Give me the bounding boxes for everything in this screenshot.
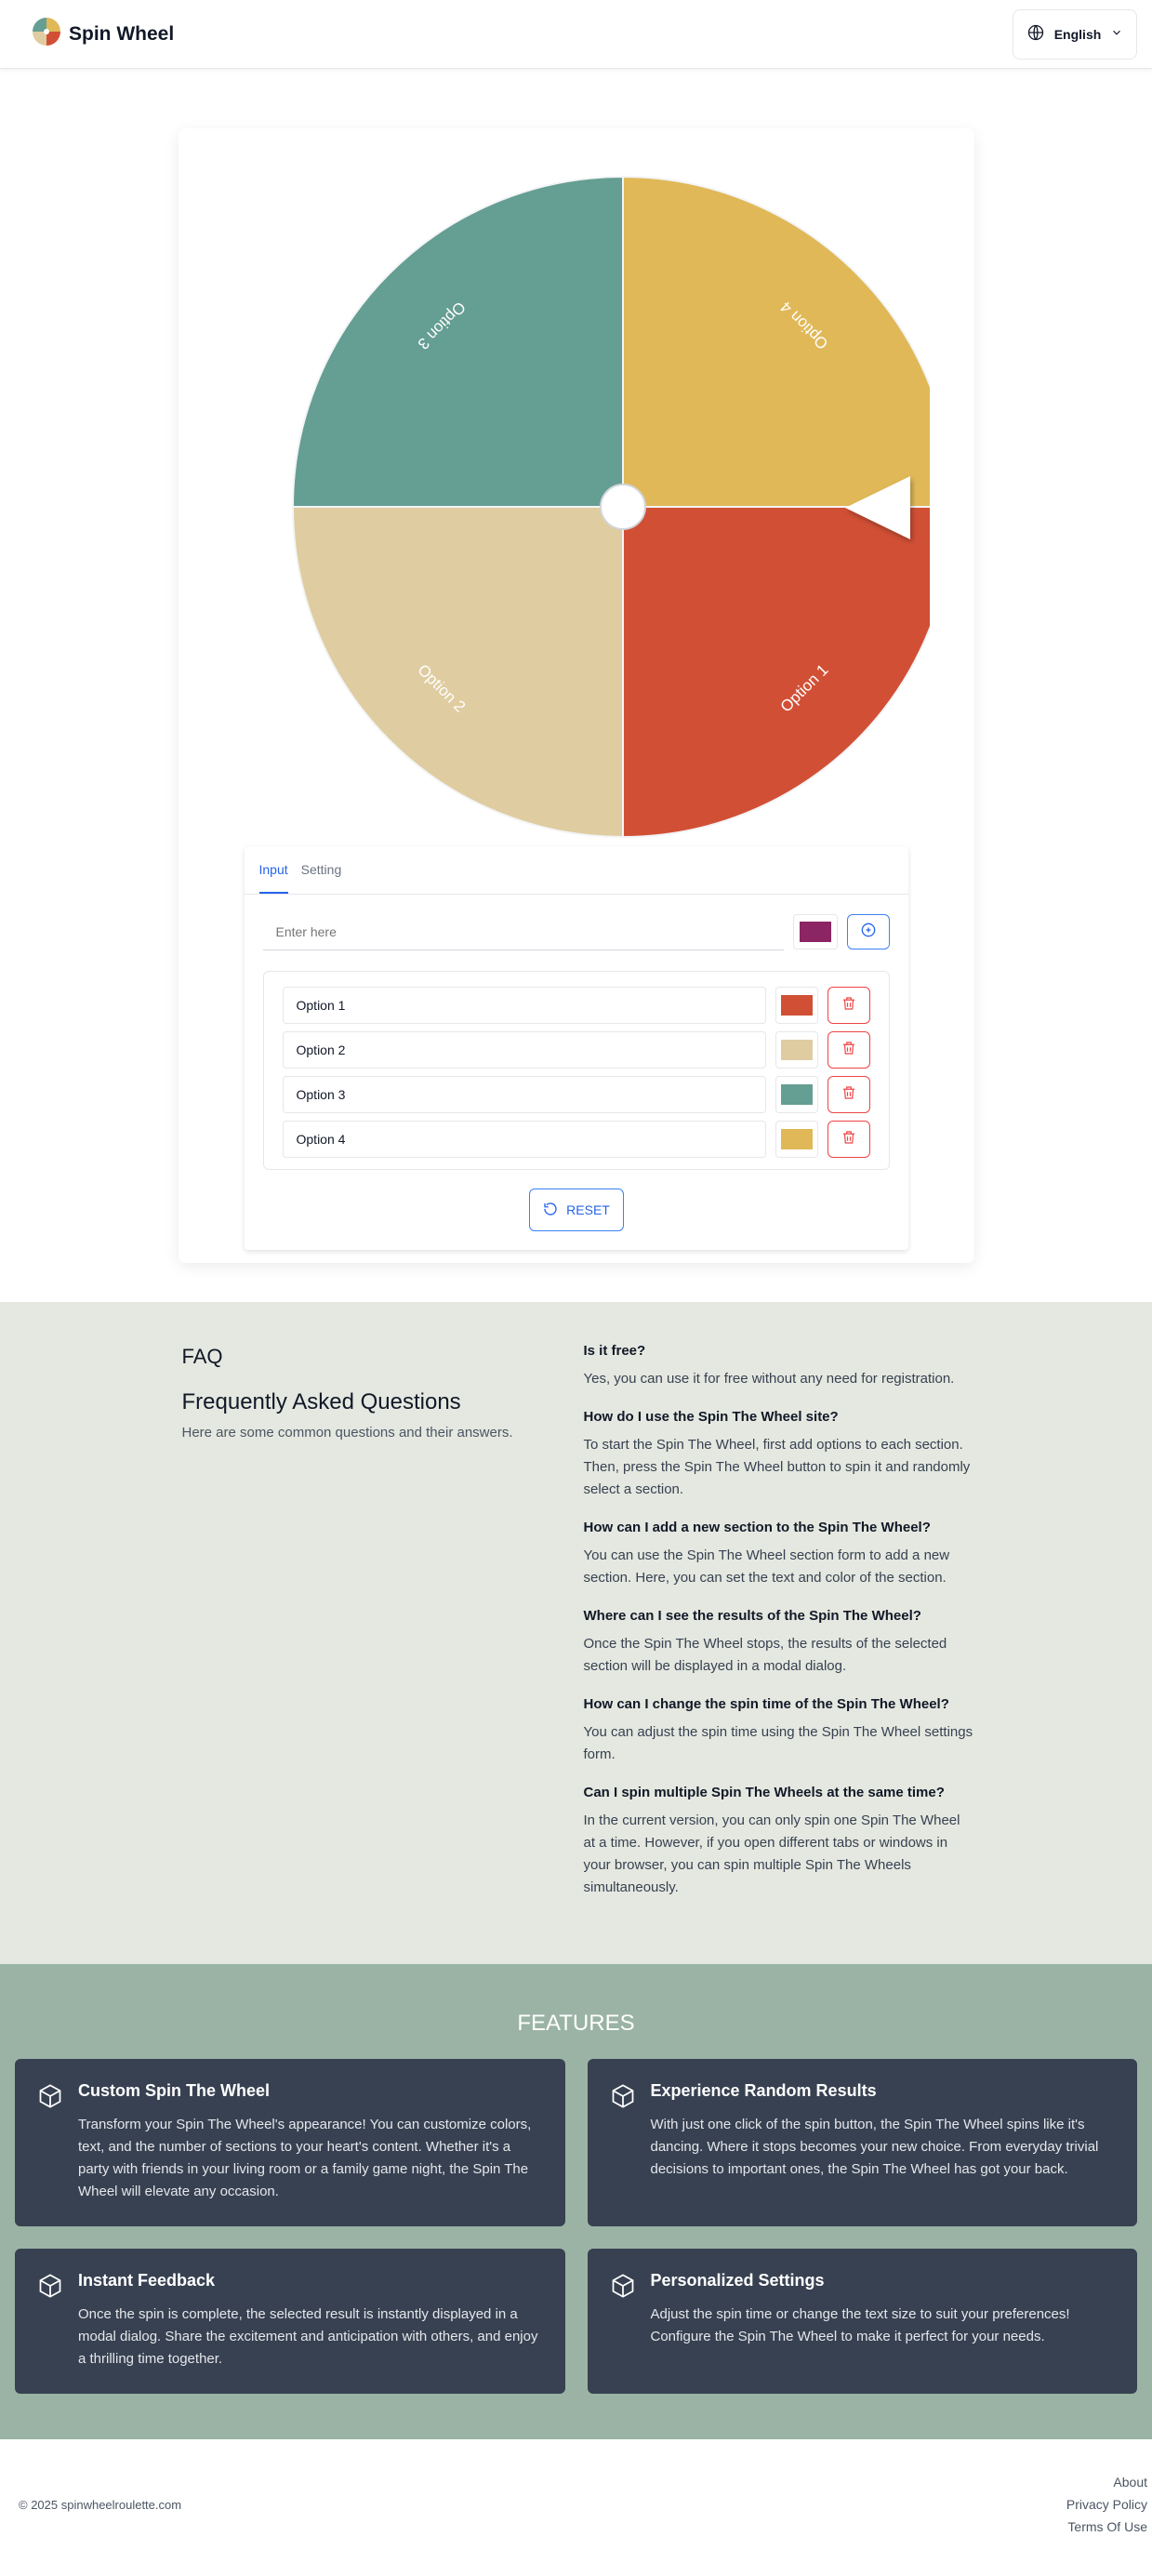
trash-icon (841, 995, 857, 1016)
wheel-segment (293, 507, 623, 837)
faq-question: Is it free? (583, 1343, 646, 1359)
wheel-segment (293, 177, 623, 507)
faq-item (584, 1343, 974, 1390)
faq-answer: To start the Spin The Wheel, first add options to each section. Then, press the Spin The Wheel button to spin it and randomly select a section. (583, 1437, 971, 1497)
faq-answer: You can adjust the spin time using the Spin The Wheel settings form. (583, 1724, 973, 1762)
wheel-center-hub[interactable] (601, 485, 645, 529)
cube-icon (610, 2081, 636, 2204)
option-text-field[interactable]: Option 4 (283, 1121, 766, 1158)
faq-subtitle: Here are some common questions and their answers. (181, 1425, 513, 1441)
wheel-logo-icon (32, 17, 61, 51)
option-text-field[interactable]: Option 1 (283, 987, 766, 1024)
site-header (0, 0, 1152, 69)
options-form (245, 846, 908, 1250)
spin-wheel[interactable] (223, 175, 930, 844)
faq-item (584, 1785, 974, 1899)
footer-links (1066, 2471, 1147, 2538)
delete-option-button[interactable] (828, 987, 870, 1024)
wheel-segment (623, 507, 930, 837)
wheel-container[interactable] (223, 175, 930, 844)
wheel-card (179, 128, 974, 1263)
reset-label: RESET (566, 1202, 610, 1217)
reset-row (245, 1170, 908, 1250)
faq-title: Frequently Asked Questions (181, 1389, 461, 1414)
faq-answer: Once the Spin The Wheel stops, the results of the selected section will be displayed in a modal dialog. (583, 1636, 947, 1674)
color-chip (800, 922, 831, 942)
faq-question: How can I add a new section to the Spin The Wheel? (583, 1520, 931, 1535)
feature-title: Personalized Settings (650, 2271, 825, 2290)
options-list (263, 971, 890, 1170)
tab-setting[interactable]: Setting (300, 862, 342, 877)
faq-intro (179, 1341, 584, 1918)
feature-card (15, 2059, 565, 2226)
site-title: Spin Wheel (69, 22, 175, 45)
new-option-color-picker[interactable] (793, 914, 838, 949)
option-color-picker[interactable] (775, 1121, 818, 1158)
footer-link-terms[interactable]: Terms Of Use (1067, 2519, 1147, 2534)
faq-question: Where can I see the results of the Spin The Wheel? (583, 1608, 921, 1624)
add-option-button[interactable] (847, 914, 890, 949)
trash-icon (841, 1084, 857, 1106)
language-label: English (1053, 26, 1102, 42)
cube-icon (37, 2271, 63, 2371)
feature-card (588, 2249, 1138, 2394)
option-color-picker[interactable] (775, 1031, 818, 1069)
add-option-row (245, 895, 908, 950)
faq-kicker: FAQ (181, 1345, 223, 1368)
wheel-pointer (841, 471, 916, 550)
option-color-picker[interactable] (775, 1076, 818, 1113)
faq-question: How do I use the Spin The Wheel site? (583, 1409, 839, 1425)
delete-option-button[interactable] (828, 1121, 870, 1158)
wheel-segment-label: Option 2 (413, 660, 469, 716)
color-chip (781, 1040, 813, 1060)
cube-icon (37, 2081, 63, 2204)
chevron-down-icon (1110, 26, 1123, 42)
color-chip (781, 1084, 813, 1105)
language-selector[interactable] (1013, 9, 1137, 60)
color-chip (781, 995, 813, 1016)
globe-icon (1026, 23, 1045, 45)
form-tabs (245, 846, 908, 895)
feature-card (588, 2059, 1138, 2226)
color-chip (781, 1129, 813, 1149)
option-row (283, 1121, 870, 1158)
feature-description: Adjust the spin time or change the text size to suit your preferences! Configure the Spin The Wheel to make it perfect for your needs. (650, 2306, 1070, 2344)
faq-item (584, 1608, 974, 1678)
trash-icon (841, 1040, 857, 1061)
feature-title: Custom Spin The Wheel (78, 2081, 271, 2100)
reset-button[interactable] (529, 1188, 624, 1231)
wheel-segment (623, 177, 930, 507)
faq-question: How can I change the spin time of the Spin The Wheel? (583, 1696, 949, 1712)
option-row (283, 987, 870, 1024)
feature-description: Once the spin is complete, the selected result is instantly displayed in a modal dialog. Share the excitement and anticipation with others, and enjoy a thrilling time together. (78, 2306, 538, 2367)
faq-list (584, 1341, 974, 1918)
feature-title: Instant Feedback (78, 2271, 216, 2290)
wheel-section (0, 69, 1152, 1302)
option-color-picker[interactable] (775, 987, 818, 1024)
copyright-text: © 2025 spinwheelroulette.com (19, 2497, 182, 2512)
faq-question: Can I spin multiple Spin The Wheels at the same time? (583, 1785, 945, 1800)
option-text-field[interactable]: Option 3 (283, 1076, 766, 1113)
tab-input[interactable]: Input (259, 862, 288, 894)
faq-item (584, 1409, 974, 1501)
wheel-segment-label: Option 1 (776, 660, 832, 716)
wheel-segment-label: Option 4 (776, 298, 832, 353)
option-row (283, 1076, 870, 1113)
site-footer (0, 2439, 1152, 2569)
footer-link-about[interactable]: About (1113, 2475, 1147, 2490)
brand[interactable] (32, 17, 174, 51)
faq-section (0, 1302, 1152, 1964)
feature-card (15, 2249, 565, 2394)
cube-icon (610, 2271, 636, 2371)
option-row (283, 1031, 870, 1069)
feature-description: With just one click of the spin button, the Spin The Wheel spins like it's dancing. Where it stops becomes your new choice. From everyday trivial decisions to important ones, the Spin The Wheel has got your back. (650, 2117, 1099, 2177)
features-title: FEATURES (517, 2011, 635, 2036)
faq-answer: Yes, you can use it for free without any need for registration. (583, 1371, 955, 1387)
trash-icon (841, 1129, 857, 1150)
option-text-input[interactable] (263, 913, 784, 950)
faq-item (584, 1696, 974, 1766)
delete-option-button[interactable] (828, 1031, 870, 1069)
delete-option-button[interactable] (828, 1076, 870, 1113)
feature-description: Transform your Spin The Wheel's appearance! You can customize colors, text, and the number of sections to your heart's content. Whether it's a party with friends in your living room or a family game night, the Spin The Wheel will elevate any occasion. (78, 2117, 532, 2199)
wheel-segment-label: Option 3 (413, 298, 469, 353)
faq-item (584, 1520, 974, 1589)
faq-answer: You can use the Spin The Wheel section form to add a new section. Here, you can set the text and color of the section. (583, 1547, 950, 1586)
feature-title: Experience Random Results (650, 2081, 877, 2100)
reset-icon (542, 1201, 559, 1220)
features-section (0, 1964, 1152, 2439)
option-text-field[interactable]: Option 2 (283, 1031, 766, 1069)
footer-link-privacy[interactable]: Privacy Policy (1066, 2497, 1147, 2512)
faq-answer: In the current version, you can only spin one Spin The Wheel at a time. However, if you open different tabs or windows in your browser, you can spin multiple Spin The Wheels simultaneously. (583, 1812, 960, 1895)
plus-circle-icon (859, 921, 878, 944)
